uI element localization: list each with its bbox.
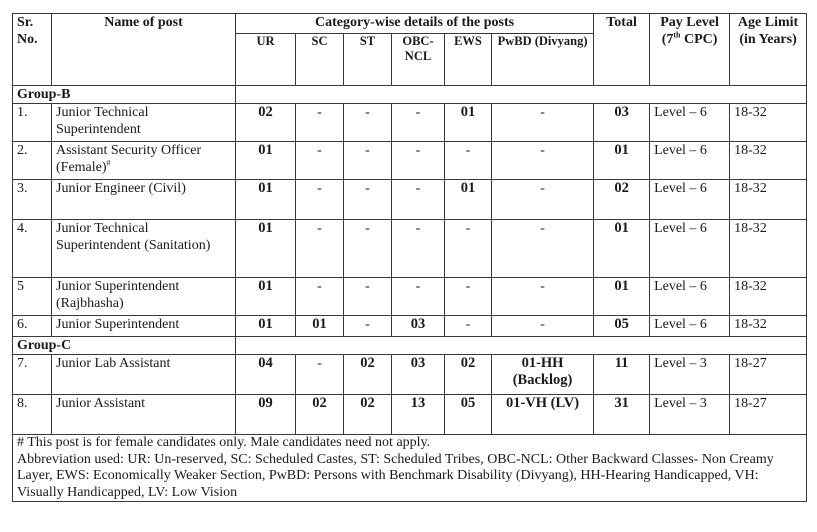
ews-cell: - <box>445 220 492 278</box>
pwbd-cell: 01-VH (LV) <box>492 395 594 435</box>
age-cell: 18-32 <box>730 278 807 316</box>
group-label: Group-B <box>13 86 236 104</box>
age-cell: 18-32 <box>730 104 807 142</box>
ur-cell: 01 <box>236 142 296 180</box>
header-cat-ews: EWS <box>445 34 492 86</box>
pay-cell: Level – 6 <box>650 316 730 337</box>
sr-cell: 5 <box>13 278 52 316</box>
obc-cell: 13 <box>392 395 445 435</box>
ews-cell: - <box>445 142 492 180</box>
header-cat-obc-ncl: OBC-NCL <box>392 34 445 86</box>
post-name-cell: Junior Engineer (Civil) <box>52 180 236 220</box>
st-cell: - <box>344 220 392 278</box>
sr-cell: 8. <box>13 395 52 435</box>
obc-cell: - <box>392 180 445 220</box>
post-name-cell: Junior Technical Superintendent (Sanitation) <box>52 220 236 278</box>
sc-cell: - <box>296 142 344 180</box>
sr-cell: 1. <box>13 104 52 142</box>
footnote-row <box>13 435 807 502</box>
header-name-of-post: Name of post <box>52 14 236 86</box>
st-cell: - <box>344 142 392 180</box>
header-cat-st: ST <box>344 34 392 86</box>
table-row <box>13 104 807 142</box>
st-cell: - <box>344 316 392 337</box>
obc-cell: 03 <box>392 355 445 395</box>
st-cell: - <box>344 104 392 142</box>
pwbd-cell: - <box>492 142 594 180</box>
ews-cell: 02 <box>445 355 492 395</box>
sc-cell: 01 <box>296 316 344 337</box>
age-cell: 18-32 <box>730 220 807 278</box>
sr-cell: 2. <box>13 142 52 180</box>
post-name-cell: Junior Assistant <box>52 395 236 435</box>
total-cell: 31 <box>594 395 650 435</box>
table-row <box>13 355 807 395</box>
st-cell: 02 <box>344 395 392 435</box>
ur-cell: 02 <box>236 104 296 142</box>
sc-cell: - <box>296 104 344 142</box>
obc-cell: - <box>392 104 445 142</box>
total-cell: 01 <box>594 278 650 316</box>
ews-cell: 05 <box>445 395 492 435</box>
female-note: # This post is for female candidates only. Male candidates need not apply. <box>17 435 431 450</box>
table-row <box>13 316 807 337</box>
age-cell: 18-32 <box>730 316 807 337</box>
obc-cell: 03 <box>392 316 445 337</box>
sr-cell: 4. <box>13 220 52 278</box>
total-cell: 03 <box>594 104 650 142</box>
obc-cell: - <box>392 220 445 278</box>
sr-cell: 6. <box>13 316 52 337</box>
post-name-cell: Junior Superintendent <box>52 316 236 337</box>
female-note-marker: # <box>106 158 111 168</box>
st-cell: - <box>344 278 392 316</box>
group-row-c <box>13 337 807 355</box>
header-total: Total <box>594 14 650 86</box>
obc-cell: - <box>392 142 445 180</box>
total-cell: 01 <box>594 142 650 180</box>
st-cell: - <box>344 180 392 220</box>
ur-cell: 01 <box>236 180 296 220</box>
group-row-b <box>13 86 807 104</box>
table-row <box>13 142 807 180</box>
ur-cell: 09 <box>236 395 296 435</box>
ews-cell: - <box>445 316 492 337</box>
pay-cell: Level – 3 <box>650 395 730 435</box>
ews-cell: - <box>445 278 492 316</box>
age-cell: 18-32 <box>730 180 807 220</box>
pwbd-cell: - <box>492 278 594 316</box>
header-pay-level: Pay Level (7th CPC) <box>650 14 730 86</box>
header-cat-ur: UR <box>236 34 296 86</box>
st-cell: 02 <box>344 355 392 395</box>
pwbd-cell: - <box>492 316 594 337</box>
pwbd-cell: - <box>492 220 594 278</box>
table-row <box>13 395 807 435</box>
header-age-limit: Age Limit (in Years) <box>730 14 807 86</box>
ur-cell: 01 <box>236 316 296 337</box>
sr-cell: 7. <box>13 355 52 395</box>
header-sr-no: Sr. No. <box>13 14 52 86</box>
sc-cell: - <box>296 180 344 220</box>
header-cat-pwbd: PwBD (Divyang) <box>492 34 594 86</box>
ur-cell: 01 <box>236 278 296 316</box>
pwbd-cell: - <box>492 104 594 142</box>
header-row-top <box>13 14 807 34</box>
pay-cell: Level – 6 <box>650 278 730 316</box>
pay-cell: Level – 6 <box>650 180 730 220</box>
pay-cell: Level – 6 <box>650 220 730 278</box>
age-cell: 18-27 <box>730 355 807 395</box>
ews-cell: 01 <box>445 104 492 142</box>
age-cell: 18-32 <box>730 142 807 180</box>
pay-cell: Level – 6 <box>650 104 730 142</box>
sc-cell: - <box>296 278 344 316</box>
table-row <box>13 278 807 316</box>
header-category-wise: Category-wise details of the posts <box>236 14 594 34</box>
obc-cell: - <box>392 278 445 316</box>
age-cell: 18-27 <box>730 395 807 435</box>
sc-cell: 02 <box>296 395 344 435</box>
footnote-cell <box>13 435 807 502</box>
pwbd-cell: - <box>492 180 594 220</box>
group-label: Group-C <box>13 337 236 355</box>
sc-cell: - <box>296 220 344 278</box>
header-cat-sc: SC <box>296 34 344 86</box>
post-name-cell: Assistant Security Officer (Female)# <box>52 142 236 180</box>
total-cell: 11 <box>594 355 650 395</box>
ur-cell: 01 <box>236 220 296 278</box>
total-cell: 01 <box>594 220 650 278</box>
post-name-cell: Junior Superintendent (Rajbhasha) <box>52 278 236 316</box>
pay-cell: Level – 3 <box>650 355 730 395</box>
recruitment-table-container <box>12 13 806 502</box>
sc-cell: - <box>296 355 344 395</box>
ur-cell: 04 <box>236 355 296 395</box>
total-cell: 05 <box>594 316 650 337</box>
sr-cell: 3. <box>13 180 52 220</box>
table-row <box>13 180 807 220</box>
total-cell: 02 <box>594 180 650 220</box>
post-name-cell: Junior Lab Assistant <box>52 355 236 395</box>
posts-table <box>12 13 807 502</box>
abbreviations-note: Abbreviation used: UR: Un-reserved, SC: Scheduled Castes, ST: Scheduled Tribes, OBC-NCL: Other Backward Classes- Non Creamy Layer, EWS: Economically Weaker Section, PwBD: Persons with Benchmark Disability (Divyang), HH-Hearing Handicapped, VH: Visually Handicapped, LV: Low Vision <box>17 451 774 500</box>
pwbd-cell: 01-HH (Backlog) <box>492 355 594 395</box>
ews-cell: 01 <box>445 180 492 220</box>
table-row <box>13 220 807 278</box>
pay-cell: Level – 6 <box>650 142 730 180</box>
post-name-cell: Junior Technical Superintendent <box>52 104 236 142</box>
